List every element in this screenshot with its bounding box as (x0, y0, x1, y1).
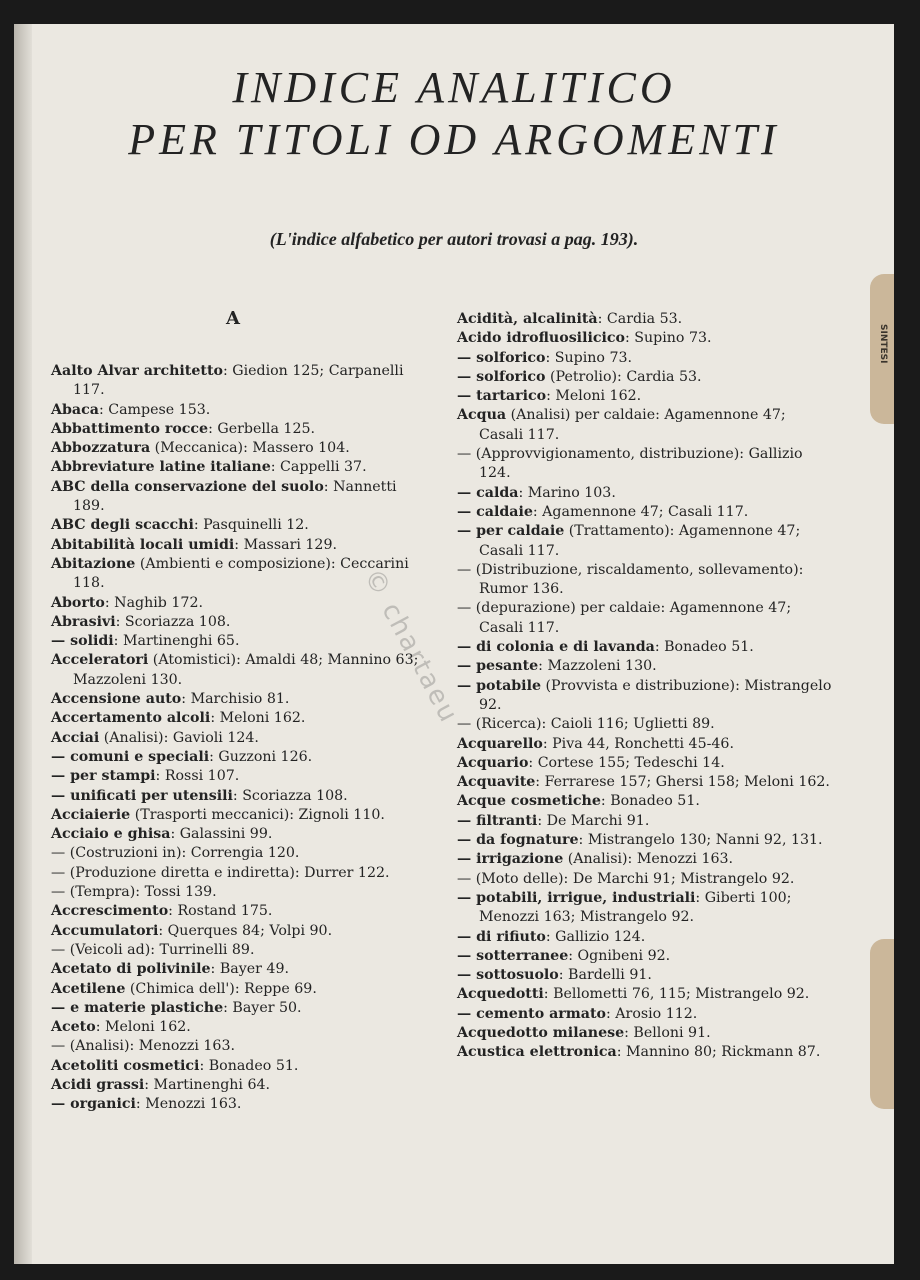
index-entry (51, 613, 421, 632)
index-entry-refs: : Bayer 50. (223, 999, 302, 1016)
index-entry-term: — di colonia e di lavanda (457, 639, 655, 656)
index-entry-refs: — (depurazione) per caldaie: Agamennone 47; Casali 117. (457, 600, 792, 636)
page-title-line-2: PER TITOLI OD ARGOMENTI (128, 115, 780, 164)
index-entry-refs: : Marchisio 81. (181, 691, 290, 708)
index-entry-term: — per caldaie (457, 523, 565, 540)
index-entry-refs: : Martinenghi 64. (144, 1076, 271, 1093)
index-entry-refs: : Guzzoni 126. (209, 748, 313, 765)
index-entry-refs: — (Produzione diretta e indiretta): Durrer 122. (51, 864, 390, 881)
index-entry-refs: — (Moto delle): De Marchi 91; Mistrangelo 92. (457, 870, 795, 887)
index-entry-refs: : Supino 73. (625, 330, 712, 347)
index-entry-refs: : Rostand 175. (168, 903, 273, 920)
index-entry-refs: : Arosio 112. (606, 1005, 698, 1022)
index-entry (51, 439, 421, 458)
index-entry (457, 638, 832, 657)
tab-label: SINTESI (878, 324, 888, 364)
index-entry-refs: (Analisi) per caldaie: Agamennone 47; Casali 117. (479, 407, 786, 443)
index-entry (51, 458, 421, 477)
index-entry-term: — per stampi (51, 768, 156, 785)
book-page (14, 24, 894, 1264)
index-entry-refs: : Piva 44, Ronchetti 45-46. (542, 735, 734, 752)
index-entry-term: Aceto (51, 1019, 96, 1036)
index-entry (457, 484, 832, 503)
index-entry-term: Accumulatori (51, 922, 159, 939)
section-letter: A (226, 308, 240, 329)
index-entry-refs: : Naghib 172. (104, 594, 203, 611)
index-entry-refs: (Analisi): Gavioli 124. (99, 729, 259, 746)
index-entry (51, 420, 421, 439)
index-entry-refs: : Bonadeo 51. (654, 639, 754, 656)
index-entry-term: — filtranti (457, 812, 538, 829)
index-entry-refs: — (Ricerca): Caioli 116; Uglietti 89. (457, 716, 715, 733)
index-column-right (457, 310, 832, 1063)
index-entry-refs: : Ferrarese 157; Ghersi 158; Meloni 162. (535, 774, 830, 791)
index-entry-term: — sotterranee (457, 947, 569, 964)
page-title-line-1: INDICE ANALITICO (232, 63, 676, 112)
index-entry-term: Accensione auto (51, 691, 182, 708)
index-entry-term: ABC della conservazione del suolo (51, 478, 324, 495)
index-entry-term: — da fognature (457, 832, 579, 849)
index-entry (51, 729, 421, 748)
index-entry (51, 748, 421, 767)
index-entry-refs: (Petrolio): Cardia 53. (545, 368, 702, 385)
index-entry-refs: : Gallizio 124. (545, 928, 646, 945)
index-entry (51, 401, 421, 420)
index-entry (457, 1043, 832, 1062)
index-entry-term: Acquarello (457, 735, 543, 752)
index-entry-refs: : Agamennone 47; Casali 117. (532, 503, 749, 520)
index-entry-term: — di rifiuto (457, 928, 546, 945)
index-entry-term: — solforico (457, 368, 546, 385)
index-entry (457, 1024, 832, 1043)
index-entry-term: Acciai (51, 729, 100, 746)
index-entry-term: — solidi (51, 633, 114, 650)
index-entry (457, 754, 832, 773)
index-entry (51, 651, 421, 690)
index-entry-refs: (Trattamento): Agamennone 47; Casali 117. (479, 523, 801, 559)
index-entry (457, 966, 832, 985)
index-entry (51, 1095, 421, 1114)
index-entry-refs: : Martinenghi 65. (113, 633, 240, 650)
index-entry-refs: (Meccanica): Massero 104. (150, 440, 350, 457)
index-entry-term: — pesante (457, 658, 539, 675)
index-entry (51, 844, 421, 863)
index-entry (457, 329, 832, 348)
index-entry-term: — unificati per utensili (51, 787, 233, 804)
index-entry (457, 812, 832, 831)
index-entry-term: Abbozzatura (51, 440, 151, 457)
index-entry-refs: : Ognibeni 92. (568, 947, 671, 964)
index-entry (51, 516, 421, 535)
index-entry (457, 387, 832, 406)
index-entry-refs: : Giedion 125; Carpanelli 117. (73, 363, 404, 399)
index-entry (457, 310, 832, 329)
index-entry-term: Acquedotti (457, 986, 544, 1003)
index-entry-term: Abbattimento rocce (51, 420, 209, 437)
index-entry (51, 362, 421, 401)
index-entry (457, 831, 832, 850)
index-entry-term: — caldaie (457, 503, 533, 520)
index-entry-refs: (Analisi): Menozzi 163. (563, 851, 734, 868)
index-entry-refs: : Supino 73. (545, 349, 633, 366)
index-entry (51, 1018, 421, 1037)
index-entry-refs: : Mazzoleni 130. (538, 658, 657, 675)
index-entry-term: Abitabilità locali umidi (51, 536, 235, 553)
index-entry-term: Acqua (457, 407, 507, 424)
index-entry (457, 599, 832, 638)
index-entry-refs: — (Tempra): Tossi 139. (51, 884, 217, 901)
index-entry-refs: : Cardia 53. (597, 311, 683, 327)
index-entry (457, 522, 832, 561)
index-entry-term: — irrigazione (457, 851, 564, 868)
index-entry-refs: : Bellometti 76, 115; Mistrangelo 92. (543, 986, 810, 1003)
index-entry-term: Acetilene (51, 980, 126, 997)
index-entry (51, 941, 421, 960)
index-entry (51, 999, 421, 1018)
index-entry (457, 985, 832, 1004)
index-entry-term: Abaca (51, 401, 99, 418)
index-entry (457, 870, 832, 889)
index-entry (51, 960, 421, 979)
page-spine (14, 24, 32, 1264)
index-entry-refs: : Menozzi 163. (135, 1096, 242, 1113)
index-entry-refs: — (Costruzioni in): Correngia 120. (51, 845, 300, 862)
index-entry (51, 709, 421, 728)
index-entry-term: Abitazione (51, 555, 136, 572)
index-entry-refs: — (Distribuzione, riscaldamento, sollevamento): Rumor 136. (457, 561, 804, 598)
index-entry (457, 715, 832, 734)
index-entry (457, 947, 832, 966)
index-entry (457, 657, 832, 676)
index-entry-term: Acustica elettronica (457, 1044, 617, 1061)
index-entry (457, 368, 832, 387)
index-column-left (51, 362, 421, 1115)
index-entry (457, 503, 832, 522)
index-entry-term: Acquario (457, 754, 529, 771)
index-entry-term: — potabile (457, 677, 541, 694)
page-subtitle: (L'indice alfabetico per autori trovasi a pag. 193). (269, 229, 639, 249)
index-entry-term: — calda (457, 484, 519, 501)
index-entry-refs: : Nannetti 189. (73, 478, 397, 515)
index-entry-refs: : Bardelli 91. (558, 967, 652, 984)
index-entry-term: — cemento armato (457, 1005, 606, 1022)
index-entry-term: Acetato di polivinile (51, 961, 211, 978)
index-entry-term: Aborto (51, 594, 105, 611)
index-entry-term: Acquedotto milanese (457, 1024, 625, 1041)
index-entry-term: Accrescimento (51, 903, 169, 920)
index-entry (51, 883, 421, 902)
index-entry (51, 902, 421, 921)
index-entry-refs: (Chimica dell'): Reppe 69. (125, 980, 317, 997)
index-entry-refs: : Campese 153. (98, 401, 211, 418)
index-entry-term: — e materie plastiche (51, 999, 224, 1016)
index-entry-refs: (Atomistici): Amaldi 48; Mannino 63; Mazzoleni 130. (73, 652, 419, 688)
index-entry-refs: : Querques 84; Volpi 90. (158, 922, 333, 939)
index-entry (457, 445, 832, 484)
index-entry-refs: — (Analisi): Menozzi 163. (51, 1038, 235, 1055)
index-entry-term: Acciaio e ghisa (51, 826, 171, 843)
index-entry (457, 677, 832, 716)
index-entry-refs: (Ambienti e composizione): Ceccarini 118. (73, 555, 409, 592)
index-entry-refs: : Mistrangelo 130; Nanni 92, 131. (578, 832, 823, 849)
index-entry-refs: : Pasquinelli 12. (193, 517, 309, 534)
index-entry-refs: : Rossi 107. (155, 768, 240, 785)
index-entry-term: ABC degli scacchi (51, 517, 194, 534)
index-entry-term: — sottosuolo (457, 967, 559, 984)
index-entry (457, 773, 832, 792)
index-entry (457, 735, 832, 754)
index-entry-term: Accertamento alcoli (51, 710, 211, 727)
index-entry-refs: : Belloni 91. (624, 1024, 711, 1041)
index-entry-refs: (Provvista e distribuzione): Mistrangelo 92. (479, 677, 832, 713)
index-entry-term: Acidità, alcalinità (457, 311, 598, 327)
index-entry (51, 825, 421, 844)
index-entry (51, 478, 421, 517)
index-entry (51, 1076, 421, 1095)
index-entry-refs: — (Approvvigionamento, distribuzione): Gallizio 124. (457, 446, 803, 482)
index-entry (457, 889, 832, 928)
index-entry (457, 850, 832, 869)
index-entry-term: Acciaierie (51, 806, 131, 823)
index-entry-refs: : Meloni 162. (210, 710, 306, 727)
index-entry (51, 690, 421, 709)
index-entry (51, 806, 421, 825)
index-entry (51, 922, 421, 941)
index-entry-refs: : Scoriazza 108. (232, 787, 348, 804)
index-entry-refs: : Meloni 162. (546, 388, 642, 405)
index-entry (457, 406, 832, 445)
index-entry-term: — comuni e speciali (51, 748, 210, 765)
index-entry-refs: : Giberti 100; Menozzi 163; Mistrangelo 92. (479, 889, 792, 926)
index-entry-refs: : Cappelli 37. (270, 459, 367, 476)
index-entry (51, 632, 421, 651)
index-entry-refs: : Massari 129. (234, 536, 337, 553)
index-entry-term: — potabili, irrigue, industriali (457, 889, 696, 906)
index-entry-refs: : Cortese 155; Tedeschi 14. (528, 754, 725, 771)
thumb-index-tab-bottom (870, 939, 894, 1109)
index-entry (51, 980, 421, 999)
index-entry-refs: (Trasporti meccanici): Zignoli 110. (130, 806, 385, 823)
index-entry-refs: : Meloni 162. (95, 1019, 191, 1036)
index-entry (457, 928, 832, 947)
index-entry (51, 594, 421, 613)
index-entry-term: Acque cosmetiche (457, 793, 601, 810)
index-entry (51, 536, 421, 555)
index-entry-term: Acidi grassi (51, 1076, 145, 1093)
page-title (14, 62, 894, 166)
index-entry-refs: : Mannino 80; Rickmann 87. (616, 1044, 821, 1061)
index-entry-refs: : Gerbella 125. (208, 420, 316, 437)
watermark: © chartaeu (357, 564, 464, 729)
index-entry-term: Abbreviature latine italiane (51, 459, 271, 476)
index-entry-refs: : De Marchi 91. (537, 812, 650, 829)
index-entry-refs: : Scoriazza 108. (115, 613, 231, 630)
index-entry-refs: : Bayer 49. (210, 961, 289, 978)
index-entry (457, 792, 832, 811)
index-entry-refs: : Bonadeo 51. (199, 1057, 299, 1074)
index-entry-term: — organici (51, 1096, 136, 1113)
index-entry-term: Abrasivi (51, 613, 116, 630)
index-entry-term: Acido idrofluosilicico (457, 330, 625, 347)
index-entry-term: Acetoliti cosmetici (51, 1057, 200, 1074)
index-entry (51, 787, 421, 806)
index-entry-refs: — (Veicoli ad): Turrinelli 89. (51, 941, 255, 958)
index-entry-term: — tartarico (457, 388, 547, 405)
index-entry (51, 1057, 421, 1076)
index-entry-term: Acceleratori (51, 652, 149, 669)
index-entry-term: — solforico (457, 349, 546, 366)
index-entry-refs: : Galassini 99. (170, 826, 273, 843)
index-entry-term: Aalto Alvar architetto (51, 363, 223, 379)
index-entry (51, 1037, 421, 1056)
index-entry-refs: : Bonadeo 51. (600, 793, 700, 810)
index-entry (51, 864, 421, 883)
index-entry (51, 767, 421, 786)
index-entry (457, 1005, 832, 1024)
index-entry (457, 349, 832, 368)
index-entry-term: Acquavite (457, 774, 536, 791)
index-entry (457, 561, 832, 600)
index-entry-refs: : Marino 103. (518, 484, 616, 501)
